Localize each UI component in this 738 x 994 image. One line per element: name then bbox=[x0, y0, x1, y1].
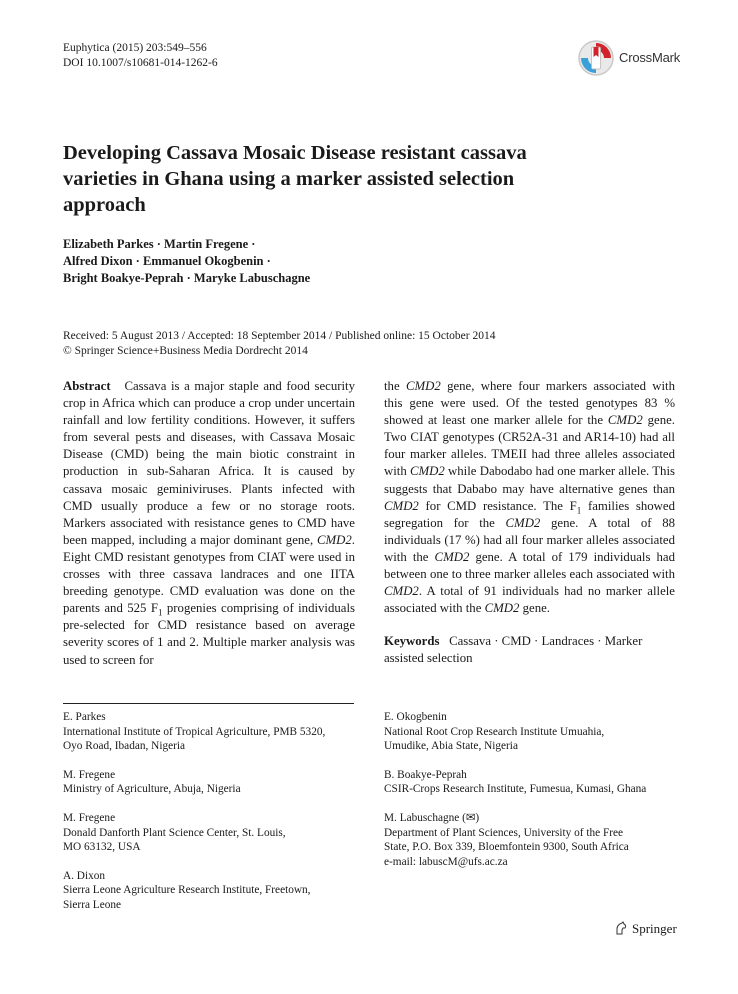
subscript: 1 bbox=[157, 607, 163, 618]
affiliations-right bbox=[384, 710, 684, 883]
gene-name: CMD2 bbox=[484, 601, 520, 616]
affiliation-author: M. Fregene bbox=[63, 811, 116, 824]
gene-name: CMD2 bbox=[384, 584, 419, 599]
email-line[interactable]: e-mail: labuscM@ufs.ac.za bbox=[384, 855, 508, 868]
received-accepted-line: Received: 5 August 2013 / Accepted: 18 September 2014 / Published online: 15 October 2014 bbox=[63, 330, 496, 342]
journal-citation: Euphytica (2015) 203:549–556 bbox=[63, 42, 207, 54]
publisher-name: Springer bbox=[632, 921, 677, 936]
keywords-heading: Keywords bbox=[384, 634, 440, 649]
keywords bbox=[384, 633, 675, 667]
affiliation-line: MO 63132, USA bbox=[63, 841, 141, 854]
journal-header bbox=[63, 41, 218, 71]
affiliation-line: Ministry of Agriculture, Abuja, Nigeria bbox=[63, 783, 241, 796]
title-line: approach bbox=[63, 194, 146, 216]
abstract-text: gene. A total of 179 individuals had between one to three marker alleles each associated with bbox=[384, 549, 675, 582]
gene-name: CMD2 bbox=[316, 532, 352, 547]
affiliation-line: CSIR-Crops Research Institute, Fumesua, Kumasi, Ghana bbox=[384, 783, 647, 796]
abstract-text: gene. A total of 88 individuals (17 %) had all four marker alleles associated with the bbox=[384, 515, 675, 564]
affiliation-author: A. Dixon bbox=[63, 869, 106, 882]
crossmark-label: CrossMark bbox=[619, 50, 681, 65]
gene-name: CMD2 bbox=[405, 379, 441, 393]
author-list bbox=[63, 236, 503, 287]
affiliation-line: Sierra Leone bbox=[63, 898, 122, 911]
gene-name: CMD2 bbox=[505, 515, 541, 530]
affiliation-line: State, P.O. Box 339, Bloemfontein 9300, South Africa bbox=[384, 841, 629, 854]
paper-title bbox=[63, 140, 623, 218]
affiliation-author: E. Okogbenin bbox=[384, 711, 447, 723]
affiliation-line: International Institute of Tropical Agriculture, PMB 5320, bbox=[63, 725, 326, 738]
affiliation-line: Donald Danforth Plant Science Center, St. Louis, bbox=[63, 826, 286, 839]
affiliation-author: E. Parkes bbox=[63, 711, 106, 723]
title-line: varieties in Ghana using a marker assisted selection bbox=[63, 168, 515, 190]
affiliation bbox=[63, 710, 363, 754]
publisher-logo bbox=[614, 921, 677, 937]
affiliation bbox=[63, 869, 363, 913]
abstract-heading: Abstract bbox=[63, 379, 111, 393]
affiliation bbox=[63, 811, 363, 855]
abstract-text: gene. Two CIAT genotypes (CR52A-31 and AR14-10) had all four marker alleles. TMEII had three alleles associated with bbox=[384, 413, 675, 479]
gene-name: CMD2 bbox=[434, 549, 470, 564]
abstract-right-column bbox=[384, 378, 675, 668]
subscript: 1 bbox=[576, 505, 582, 516]
affiliation-line: Umudike, Abia State, Nigeria bbox=[384, 740, 518, 753]
affiliation bbox=[63, 768, 363, 797]
abstract-text: for CMD resistance. The F bbox=[418, 498, 577, 513]
abstract-text: while Dabodabo had one marker allele. This suggests that Dababo may have alternative genes than bbox=[384, 464, 675, 496]
publication-dates bbox=[63, 329, 623, 359]
doi-line: DOI 10.1007/s10681-014-1262-6 bbox=[63, 57, 218, 69]
abstract-text: gene. bbox=[519, 601, 550, 616]
affiliation-line: Oyo Road, Ibadan, Nigeria bbox=[63, 740, 186, 753]
affiliation bbox=[384, 811, 684, 869]
abstract-text: the bbox=[384, 379, 406, 393]
abstract-text: . Eight CMD resistant genotypes from CIAT were used in crosses with three cassava landraces and one IITA breeding genotype. CMD evaluation was done on the parents and 525 F bbox=[63, 532, 355, 616]
abstract-text: gene, where four markers associated with this gene were used. Of the tested genotypes 83 % showed at least one marker allele for the bbox=[384, 379, 676, 428]
gene-name: CMD2 bbox=[409, 464, 445, 479]
affiliation-line: Department of Plant Sciences, University of the Free bbox=[384, 826, 624, 839]
footnote-divider bbox=[63, 703, 354, 704]
gene-name: CMD2 bbox=[607, 413, 643, 428]
keywords-text: Cassava · CMD · Landraces · Marker assisted selection bbox=[384, 634, 643, 666]
affiliation-author: B. Boakye-Peprah bbox=[384, 768, 467, 781]
title-line: Developing Cassava Mosaic Disease resistant cassava bbox=[63, 142, 527, 164]
affiliation-line: National Root Crop Research Institute Umuahia, bbox=[384, 725, 605, 738]
affiliation bbox=[384, 710, 684, 754]
author-line: Elizabeth Parkes · Martin Fregene · bbox=[63, 237, 256, 251]
author-line: Alfred Dixon · Emmanuel Okogbenin · bbox=[63, 254, 271, 268]
author-line: Bright Boakye-Peprah · Maryke Labuschagne bbox=[63, 271, 311, 285]
copyright-line: © Springer Science+Business Media Dordrecht 2014 bbox=[63, 345, 308, 357]
gene-name: CMD2 bbox=[384, 498, 419, 513]
abstract-text: Cassava is a major staple and food security crop in Africa which can produce a crop under uncertain rainfall and low fertility conditions. However, it suffers from several pests and diseases, with Cassava Mosaic Disease (CMD) being the main biotic constraint in production in sub-Saharan Africa. It is caused by cassava mosaic geminiviruses. Plants infected with CMD usually produce a few or no storage roots. Markers associated with resistance genes to CMD have been mapped, including a major dominant gene, bbox=[63, 379, 355, 547]
affiliation-author: M. Fregene bbox=[63, 768, 116, 781]
abstract-left-column bbox=[63, 378, 355, 669]
abstract-text: progenies comprising of individuals pre-selected for CMD resistance based on average severity scores of 1 and 2. Multiple marker analysis was used to screen for bbox=[63, 601, 355, 667]
crossmark-icon bbox=[577, 39, 615, 77]
affiliation bbox=[384, 768, 684, 797]
affiliation-author: M. Labuschagne (✉) bbox=[384, 811, 480, 824]
abstract-text: families showed segregation for the bbox=[384, 498, 675, 530]
abstract-text: . A total of 91 individuals had no marker allele associated with the bbox=[384, 584, 675, 616]
affiliation-line: Sierra Leone Agriculture Research Institute, Freetown, bbox=[63, 884, 311, 897]
affiliations-left bbox=[63, 710, 363, 927]
springer-horse-icon bbox=[614, 921, 628, 935]
crossmark-badge[interactable] bbox=[577, 39, 687, 79]
